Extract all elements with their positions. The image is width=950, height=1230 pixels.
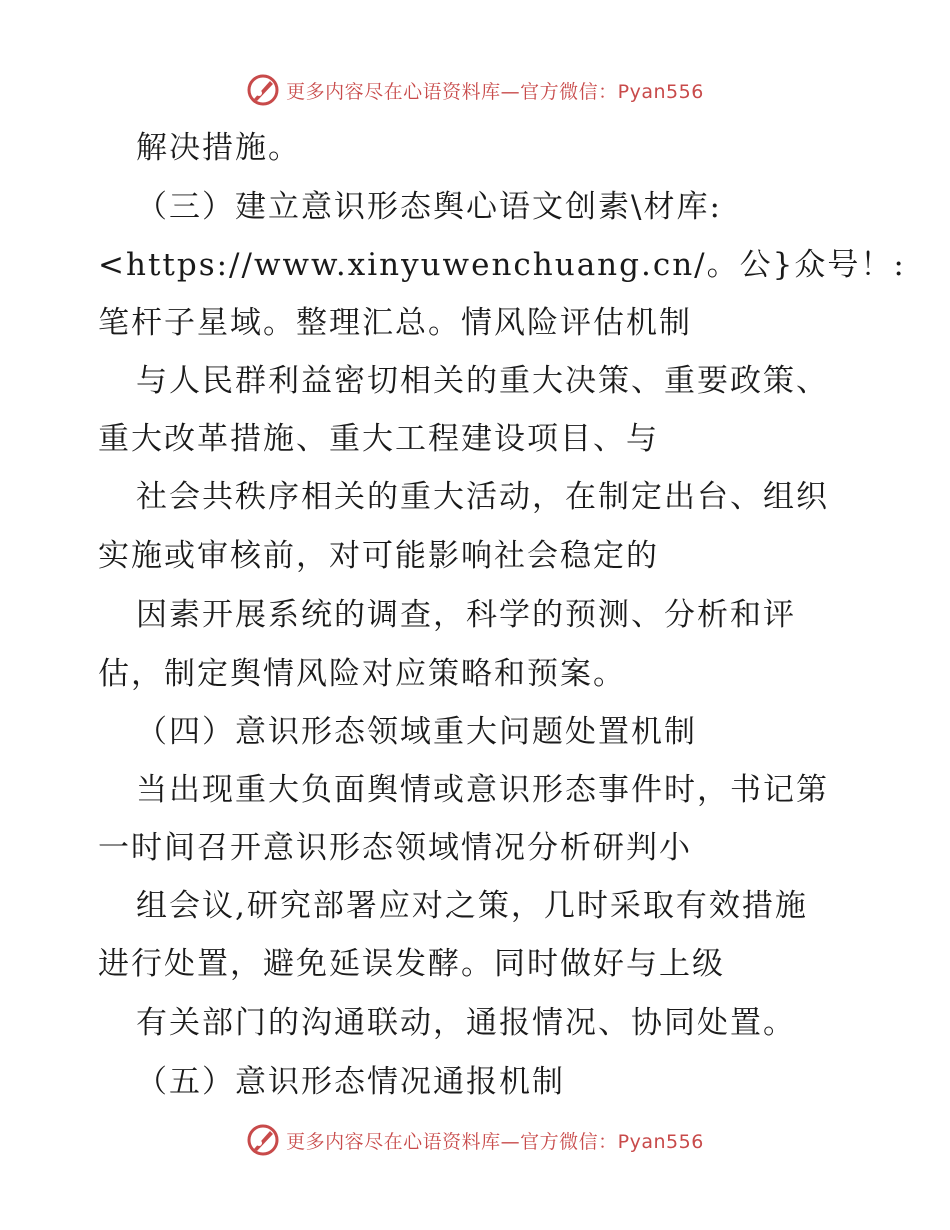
paragraph-line: 因素开展系统的调查，科学的预测、分析和评 — [136, 597, 796, 633]
paragraph-line: <https://www.xinyuwenchuang.cn/。公}众号！: — [98, 247, 906, 283]
section-heading: （三）建立意识形态舆心语文创素\材库: — [136, 189, 722, 225]
quill-logo-icon — [246, 73, 280, 107]
watermark-header — [0, 70, 950, 110]
watermark-text: 更多内容尽在心语资料库—官方微信：Pyan556 — [286, 1130, 704, 1153]
section-heading: （四）意识形态领域重大问题处置机制 — [136, 714, 697, 750]
paragraph-line: 估，制定舆情风险对应策略和预案。 — [98, 656, 626, 692]
paragraph-line: 实施或审核前，对可能影响社会稳定的 — [98, 538, 659, 574]
paragraph-line: 一时间召开意识形态领域情况分析研判小 — [98, 830, 692, 866]
paragraph-line: 组会议,研究部署应对之策，几时采取有效措施 — [136, 888, 808, 924]
paragraph-line: 社会共秩序相关的重大活动，在制定出台、组织 — [136, 479, 829, 515]
watermark-footer — [0, 1120, 950, 1160]
paragraph-line: 重大改革措施、重大工程建设项目、与 — [98, 421, 659, 457]
paragraph-line: 当出现重大负面舆情或意识形态事件时，书记第 — [136, 772, 829, 808]
section-heading: （五）意识形态情况通报机制 — [136, 1064, 565, 1100]
watermark-text: 更多内容尽在心语资料库—官方微信：Pyan556 — [286, 80, 704, 103]
paragraph-line: 与人民群利益密切相关的重大决策、重要政策、 — [136, 363, 829, 399]
quill-logo-icon — [246, 1123, 280, 1157]
paragraph-line: 解决措施。 — [136, 130, 301, 166]
paragraph-line: 进行处置，避免延误发酵。同时做好与上级 — [98, 946, 725, 982]
paragraph-line: 笔杆子星域。整理汇总。情风险评估机制 — [98, 305, 692, 341]
paragraph-line: 有关部门的沟通联动，通报情况、协同处置。 — [136, 1005, 796, 1041]
